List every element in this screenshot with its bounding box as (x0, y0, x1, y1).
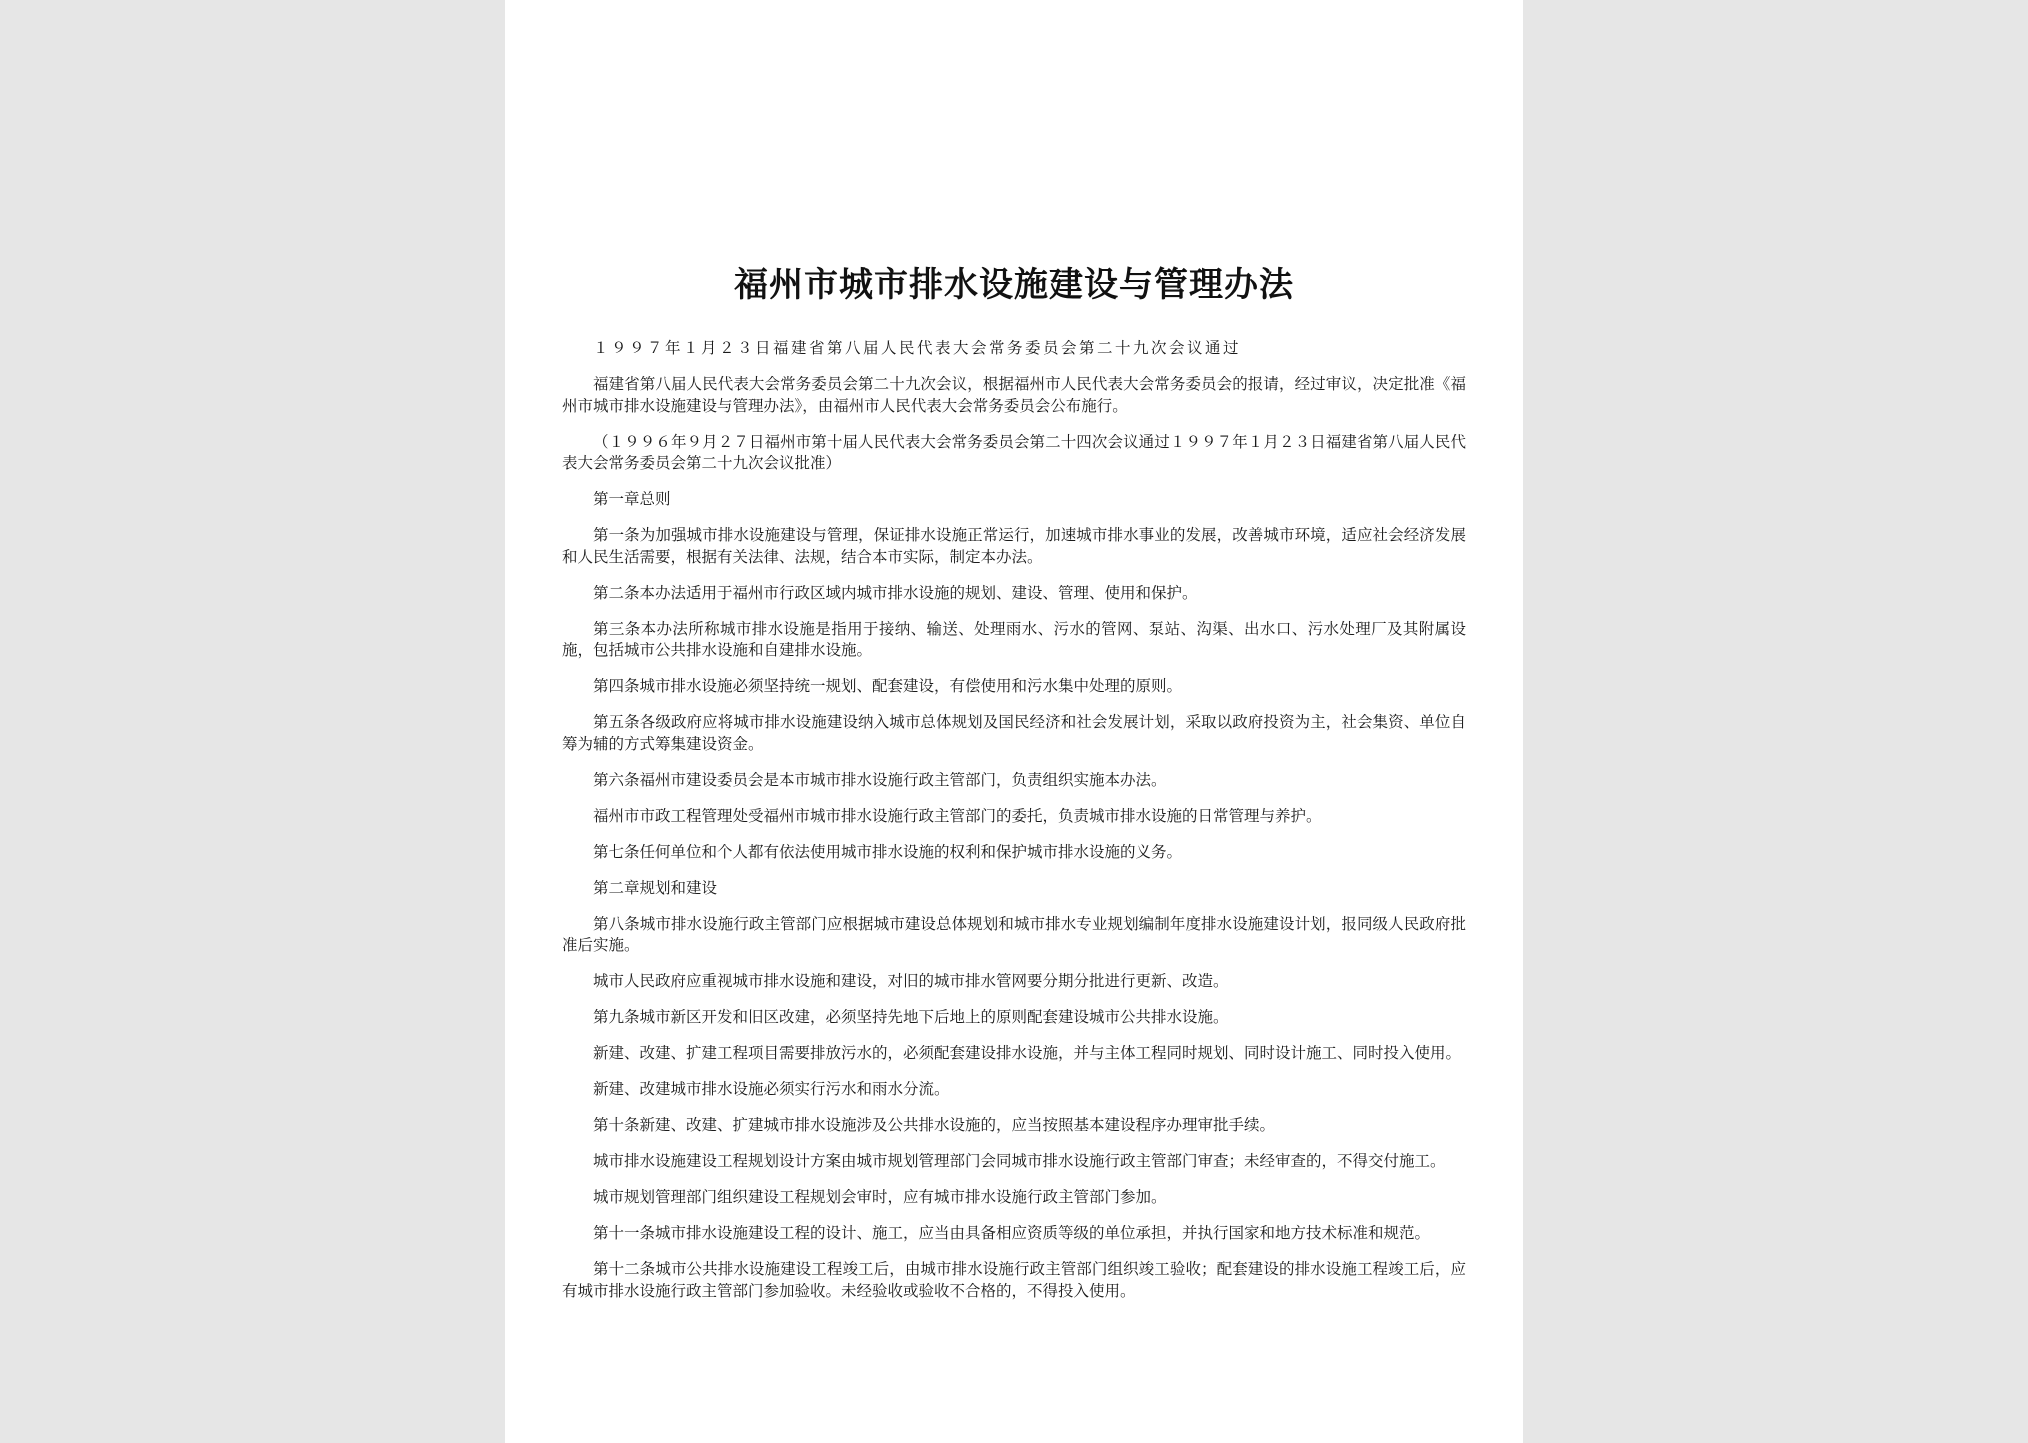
article-paragraph: 城市规划管理部门组织建设工程规划会审时，应有城市排水设施行政主管部门参加。 (593, 1188, 1167, 1206)
document-title: 福州市城市排水设施建设与管理办法 (734, 265, 1294, 305)
chapter-heading: 第二章规划和建设 (593, 878, 718, 897)
article-paragraph: 第七条任何单位和个人都有依法使用城市排水设施的权利和保护城市排水设施的义务。 (593, 842, 1183, 861)
article-paragraph: 第四条城市排水设施必须坚持统一规划、配套建设，有偿使用和污水集中处理的原则。 (593, 677, 1183, 695)
approval-paragraph: 福建省第八届人民代表大会常务委员会第二十九次会议，根据福州市人民代表大会常务委员会的报请，经过审议，决定批准《福州市城市排水设施建设与管理办法》，由福州市人民代表大会常务委员会公布施行。 (562, 375, 1466, 415)
article-paragraph: 新建、改建城市排水设施必须实行污水和雨水分流。 (593, 1080, 950, 1098)
article-paragraph: 福州市市政工程管理处受福州市城市排水设施行政主管部门的委托，负责城市排水设施的日常管理与养护。 (593, 806, 1322, 825)
article-paragraph: 第一条为加强城市排水设施建设与管理，保证排水设施正常运行，加速城市排水事业的发展，改善城市环境，适应社会经济发展和人民生活需要，根据有关法律、法规，结合本市实际，制定本办法。 (562, 526, 1466, 566)
article-paragraph: 第十二条城市公共排水设施建设工程竣工后，由城市排水设施行政主管部门组织竣工验收；配套建设的排水设施工程竣工后，应有城市排水设施行政主管部门参加验收。未经验收或验收不合格的，不得投入使用。 (562, 1260, 1466, 1300)
article-paragraph: 第九条城市新区开发和旧区改建，必须坚持先地下后地上的原则配套建设城市公共排水设施。 (593, 1008, 1229, 1026)
article-paragraph: 第八条城市排水设施行政主管部门应根据城市建设总体规划和城市排水专业规划编制年度排水设施建设计划，报同级人民政府批准后实施。 (562, 914, 1466, 954)
chapter-heading: 第一章总则 (593, 490, 671, 508)
article-paragraph: 第二条本办法适用于福州市行政区域内城市排水设施的规划、建设、管理、使用和保护。 (593, 583, 1198, 602)
article-paragraph: 新建、改建、扩建工程项目需要排放污水的，必须配套建设排水设施，并与主体工程同时规划、同时设计施工、同时投入使用。 (593, 1044, 1462, 1062)
article-paragraph: 第三条本办法所称城市排水设施是指用于接纳、输送、处理雨水、污水的管网、泵站、沟渠、出水口、污水处理厂及其附属设施，包括城市公共排水设施和自建排水设施。 (562, 619, 1466, 659)
article-paragraph: 城市人民政府应重视城市排水设施和建设，对旧的城市排水管网要分期分批进行更新、改造。 (593, 972, 1229, 990)
article-paragraph: 第十一条城市排水设施建设工程的设计、施工，应当由具备相应资质等级的单位承担，并执行国家和地方技术标准和规范。 (593, 1224, 1431, 1242)
article-paragraph: 第六条福州市建设委员会是本市城市排水设施行政主管部门，负责组织实施本办法。 (593, 770, 1167, 789)
document-page (505, 0, 1523, 1443)
article-paragraph: 第五条各级政府应将城市排水设施建设纳入城市总体规划及国民经济和社会发展计划，采取以政府投资为主，社会集资、单位自筹为辅的方式筹集建设资金。 (562, 713, 1466, 753)
article-paragraph: 第十条新建、改建、扩建城市排水设施涉及公共排水设施的，应当按照基本建设程序办理审批手续。 (593, 1116, 1276, 1134)
history-note: （１９９６年９月２７日福州市第十届人民代表大会常务委员会第二十四次会议通过１９９７年１月２３日福建省第八届人民代表大会常务委员会第二十九次会议批准） (562, 432, 1466, 472)
adoption-note: １９９７年１月２３日福建省第八届人民代表大会常务委员会第二十九次会议通过 (593, 339, 1242, 357)
article-paragraph: 城市排水设施建设工程规划设计方案由城市规划管理部门会同城市排水设施行政主管部门审查；未经审查的，不得交付施工。 (593, 1152, 1446, 1170)
